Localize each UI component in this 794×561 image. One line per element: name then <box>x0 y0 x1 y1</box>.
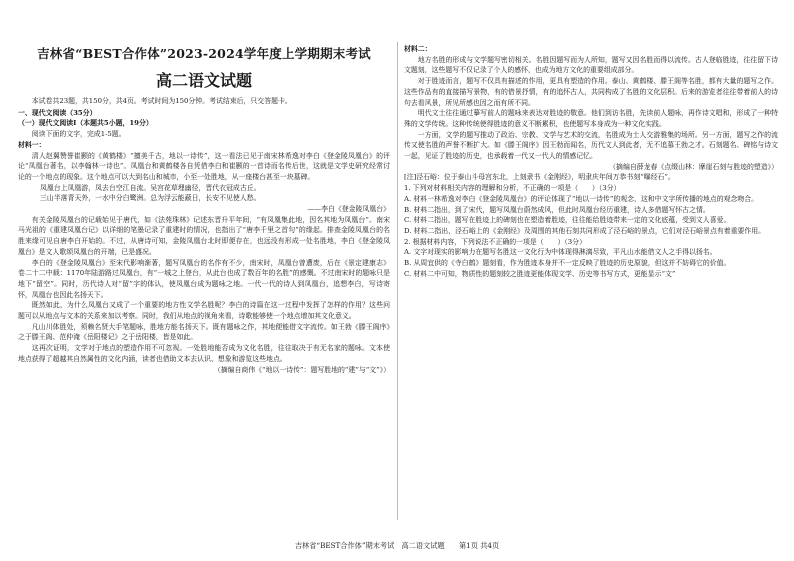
poem-attribution: ——李白《登金陵凤凰台》 <box>307 205 390 214</box>
material1-heading: 材料一： <box>18 140 46 149</box>
material1-paragraph: 凡山川体胜处，须赖名贤大手笔题咏，胜地方能名扬天下。既有题咏之作，其地便能借文字流传。如王勃《滕王阁序》之于滕王阁、范仲淹《岳阳楼记》之于岳阳楼，皆是如此。 <box>18 322 390 342</box>
left-column <box>18 0 390 540</box>
material1-paragraph: 既然如此，为什么凤凰台又成了一个重要的地方性文学名胜呢？李白的诗篇在这一过程中发挥了怎样的作用？这些问题可以从地点与文本的关系来加以考察。同时，我们从地点的视角来看，诗歌能够使一个地点增加其文化意义。 <box>18 301 390 321</box>
right-column <box>404 0 778 540</box>
column-divider <box>397 42 398 520</box>
question-option: A. 材料一林希逸对李白《登金陵凤凰台》的评论体现了“地以一诗传”的观念，这和中文字所传播的地点的观念吻合。 <box>404 194 759 203</box>
reading-prompt: 阅读下面的文字，完成1-5题。 <box>31 130 126 139</box>
material1-paragraph: 这再次证明，文学对于地点的塑造作用不可忽视。一处胜地能否成为文化名胜，往往取决于有无名家的题咏。文本使地点获得了超越其自然属性的文化内涵，读者也借助文本去认识、想象和游览这些地点。 <box>18 344 390 363</box>
question-option: A. 文字对现实的影响力在题写名胜这一文化行为中体现得淋漓尽致，平凡山水能借文人之手得以扬名。 <box>404 248 717 257</box>
question-option: C. 材料二指出，题写在胜迹上的碑刻也在塑造着胜迹，往往能给胜迹带来一定的文化底蕴，受到文人喜爱。 <box>404 216 731 225</box>
exam-instructions: 本试卷共23题，共150分，共4页。考试时间为150分钟。考试结束后，只交答题卡。 <box>31 97 292 105</box>
material1-paragraph: 清人赵翼赞誉崔颢的《黄鹤楼》“擅美千古，地以一诗传”，这一看法已见于南宋林希逸对李白《登金陵凤凰台》的评论“凤凰台著名，以李翰林一诗也”。凤凰台和黄鹤楼各自凭借李白和崔颢的一首诗而名传后世，这就是文学史研究经常讨论的一个地点的现象。这个地点可以大到名山和城市，小至一处胜地，从一座楼台甚至一块墓碑。 <box>18 151 390 181</box>
exam-title: 吉林省“BEST合作体”2023-2024学年度上学期期末考试 <box>37 46 371 61</box>
question-option: C. 材料二中可知，物质性的题刻较之胜迹更能体现文学、历史等书写方式，更能显示“文” <box>404 269 676 278</box>
exam-subtitle: 高二语文试题 <box>155 71 252 90</box>
material2-paragraph: 地方名胜的形成与文学题写密切相关。名胜因题写而为人所知，题写又因名胜而得以流传。古人登临胜迹，往往留下诗文题刻，这些题写不仅记录了个人的感怀，也成为地方文化的重要组成部分。 <box>404 55 778 75</box>
page-footer: 吉林省“BEST合作体”期末考试 高二语文试题 第1页 共4页 <box>294 541 500 550</box>
material2-paragraph: 对于胜迹而言，题写不仅具有描述的作用，更具有塑造的作用。泰山、黄鹤楼、滕王阁等名胜，都有大量的题写之作。这些作品有的直接描写景物，有的借景抒情，有的追怀古人，共同构成了名胜的文化层积。后来的游览者往往带着前人的诗句去看风景，所见所感也因之而有所不同。 <box>404 77 778 107</box>
question-stem: 2. 根据材料内容，下列说法不正确的一项是（ ）（3分） <box>404 237 586 246</box>
section-heading: 一、现代文阅读（35分） <box>18 108 97 117</box>
question-option: D. 材料二指出，泾石峪上的《金刚经》及周围的其他石刻共同形成了泾石峪的景点，它们对泾石峪景点有着重要作用。 <box>404 226 766 235</box>
material1-paragraph: 有关金陵凤凰台的记载始见于唐代，如《法苑珠林》记述东晋升平年间，“有凤凰集此地，因名其地为凤凰台”。南宋马光祖的《重建凤凰台记》以详细的笔墨记录了重建时的情况，也指出了“唐李千里之首句”的缘起。排查金陵凤凰台的名胜来缘可见自唐李白开始的。不过，从唐诗可知，金陵凤凰台北时即便存在，也远没有形成一处名胜地，李白《登金陵凤凰台》是文人歌颂凤凰台的开端，已是盛况。 <box>18 215 390 256</box>
material1-source: （摘编自商伟《“地以一诗传”：题写胜地的“建”与“文”》） <box>213 365 390 374</box>
material2-source: （摘编自薛龙春《点缀山林：摩崖石刻与胜迹的塑造》） <box>609 162 778 171</box>
subsection-heading: （一）现代文阅读Ⅰ（本题共5小题，19分） <box>18 119 153 128</box>
poem-line: 凤凰台上凤凰游，凤去台空江自流。吴宫花草埋幽径，晋代衣冠成古丘。 <box>40 183 261 192</box>
material2-heading: 材料二： <box>404 45 432 53</box>
material2-paragraph: 明代文士往往通过摹写前人的题咏来表达对胜迹的敬意。他们到访名胜，先读前人题咏，再作诗文唱和，形成了一种特殊的文学传统。这种传统使得胜迹的意义不断累积，也使题写本身成为一种文化实践。 <box>404 109 778 128</box>
poem-line: 三山半落青天外，一水中分白鹭洲。总为浮云能蔽日，长安不见使人愁。 <box>40 194 261 203</box>
material1-paragraph: 李白的《登金陵凤凰台》至宋代影响渐著，题写凤凰台的名作有不少，南宋时，凤凰台曾遭废，后在《景定建康志》卷二十二中载：1170年陆游路过凤凰台，有“一城之上登台，从此台也成了数百年的名胜”的感慨。不过南宋时的题咏只是地下“留空”。同时，历代诗人对“留”字的体认，使凤凰台成为题咏之地。一代一代的诗人到凤凰台，追想李白，写诗寄怀，凤凰台也因此名扬天下。 <box>18 258 390 299</box>
question-option: B. 从周宜供的《寺白鹤》题刻看，作为胜迹本身并不一定反映了胜迹的历史原貌，但这并不妨碍它的价值。 <box>404 259 731 268</box>
question-stem: 1. 下列对材料相关内容的理解和分析，不正确的一项是（ ）（3分） <box>404 184 621 193</box>
material2-paragraph: 一方面，文学的题写推动了政治、宗教、文学与艺术的交流，名胜成为士人交游雅集的场所。另一方面，题写之作的流传又使名胜的声誉不断扩大。如《滕王阁序》因王勃而闻名，历代文人到此者，无不追慕王勃之才。石刻题名、碑铭与诗文一起，见证了胜迹的历史，也承载着一代又一代人的情感记忆。 <box>404 130 778 161</box>
footnote: [注]泾石峪：位于泰山斗母宫东北，上刻隶书《金刚经》，明隶庆年间万恭书刻“曝经石”。 <box>404 173 675 182</box>
question-option: B. 材料二指出，到了宋代，题写凤凰台蔚然成风，但此时凤凰台经历重建，诗人多借题写怀古之情。 <box>404 205 710 214</box>
